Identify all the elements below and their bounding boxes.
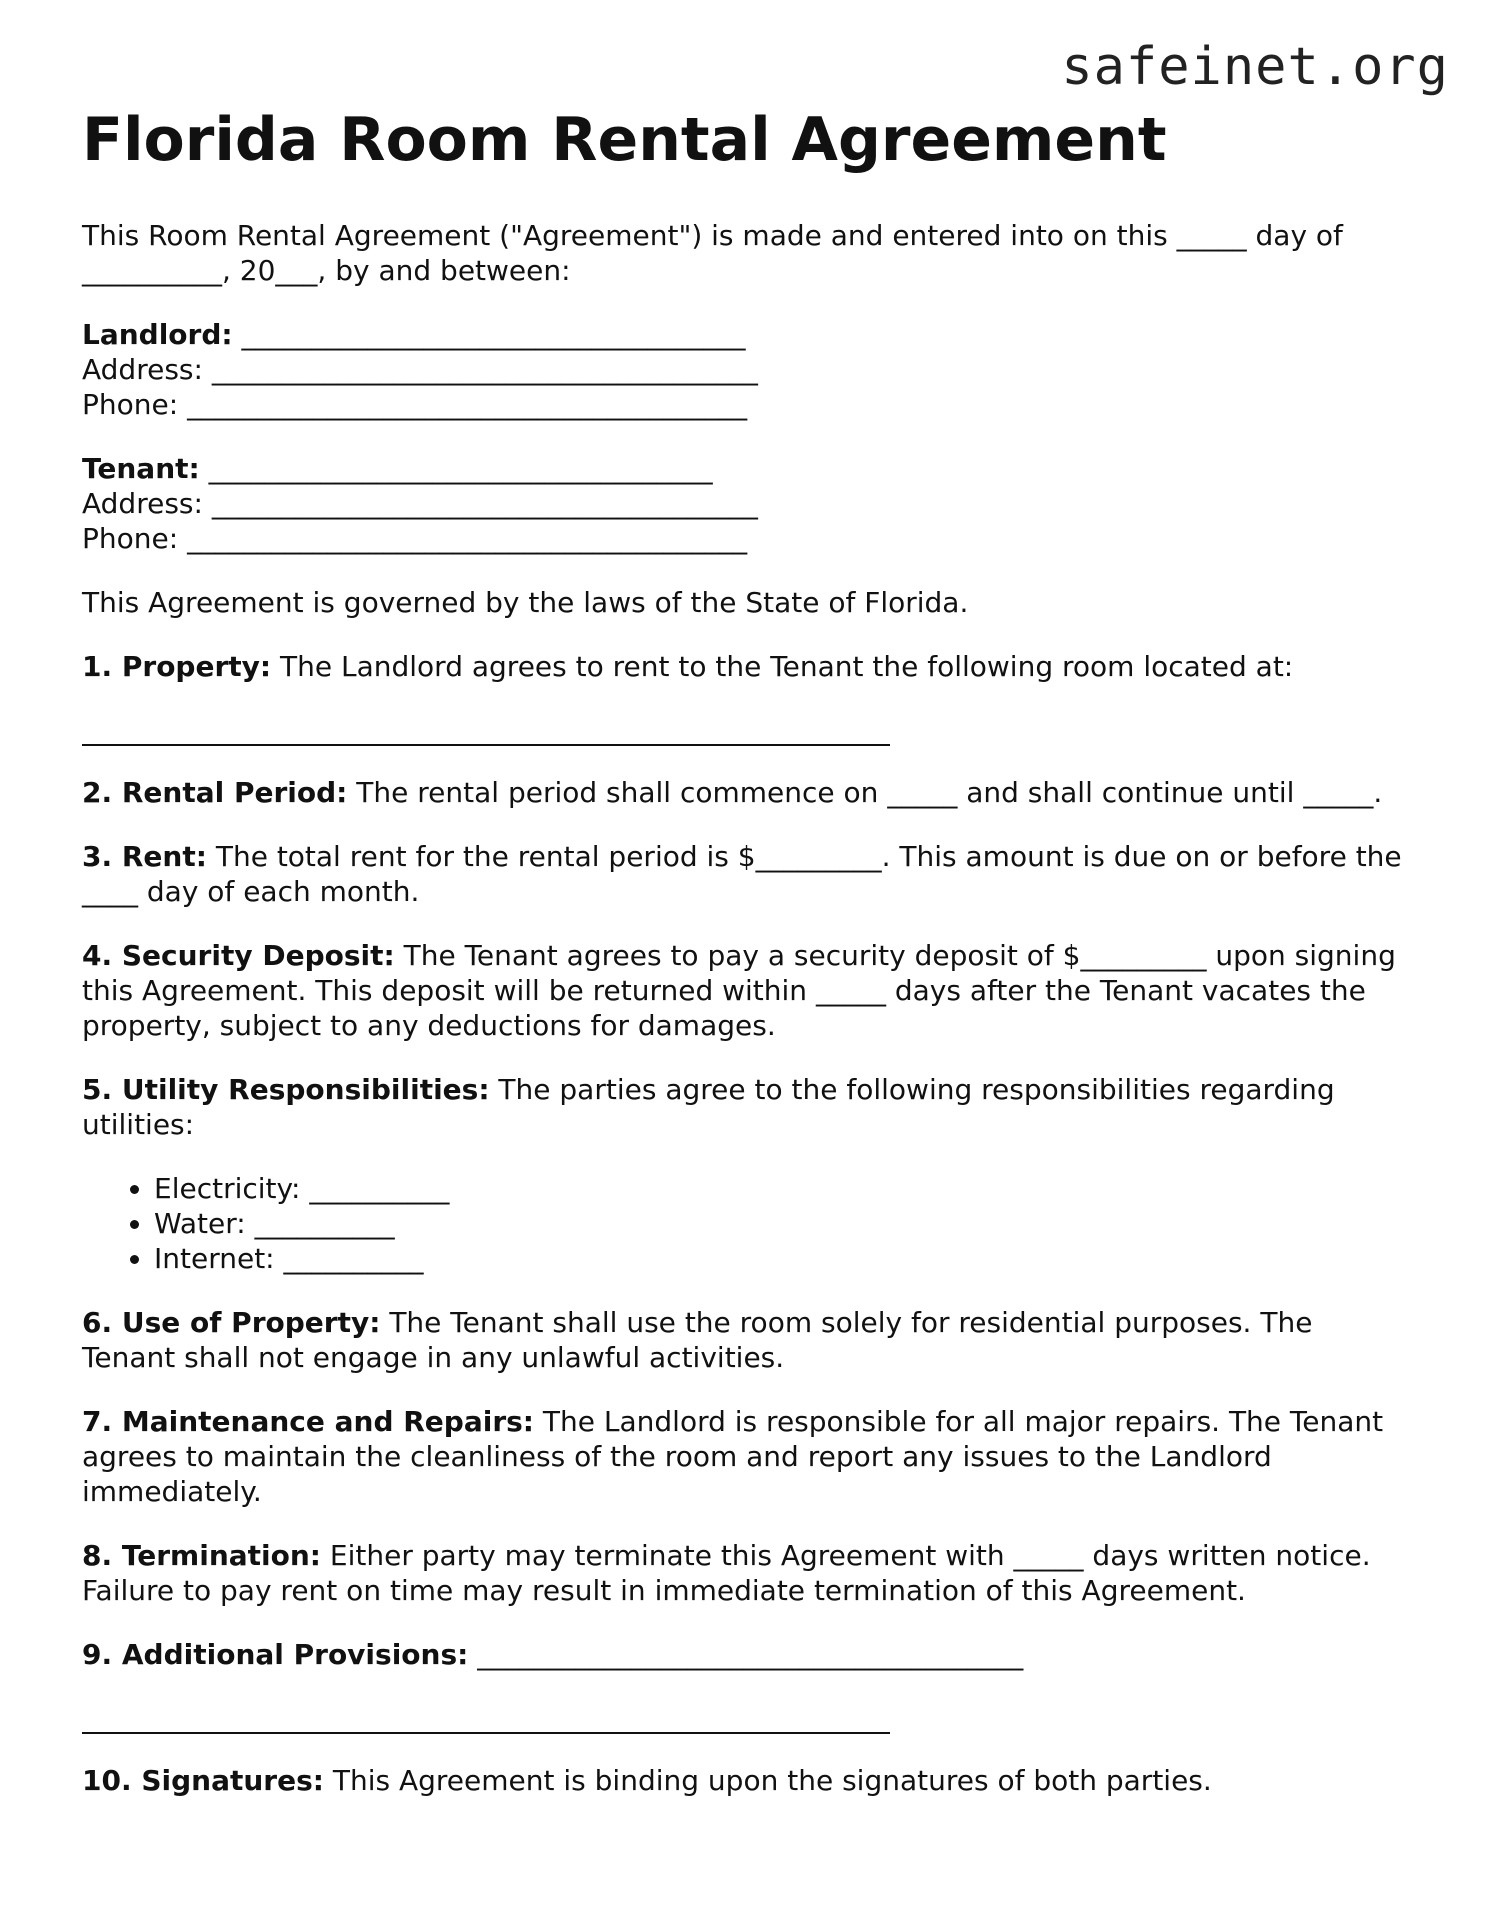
list-item: • Electricity: __________ [154,1171,1412,1206]
property-address-blank [82,744,890,746]
section-signatures-text: This Agreement is binding upon the signatures of both parties. [323,1764,1212,1797]
tenant-name-blank: ____________________________________ [199,452,713,485]
section-signatures [82,1763,1412,1798]
additional-provisions-blank-line [82,1732,890,1734]
section-property-text: The Landlord agrees to rent to the Tenant the following room located at: [271,650,1294,683]
landlord-phone: Phone: ________________________________________ [82,388,748,421]
governing-law: This Agreement is governed by the laws of the State of Florida. [82,586,969,619]
section-additional-provisions [82,1637,1412,1672]
section-use-of-property-label: 6. Use of Property: [82,1306,381,1339]
intro-paragraph: This Room Rental Agreement ("Agreement") is made and entered into on this _____ day of __________, 20___, by and between: [82,219,1343,287]
section-use-of-property-text: The Tenant shall use the room solely for residential purposes. The Tenant shall not engage in any unlawful activities. [82,1306,1313,1374]
landlord-address: Address: _______________________________________ [82,353,758,386]
section-additional-provisions-blank: _______________________________________ [468,1638,1024,1671]
section-rental-period [82,775,1412,810]
section-maintenance [82,1404,1412,1509]
landlord-line [82,317,1412,352]
landlord-name-blank: ____________________________________ [232,318,746,351]
section-utilities-text: The parties agree to the following responsibilities regarding utilities: [82,1073,1335,1141]
tenant-label: Tenant: [82,452,200,485]
section-use-of-property [82,1305,1412,1375]
section-property [82,649,1412,684]
list-item: • Internet: __________ [154,1241,1412,1276]
section-signatures-label: 10. Signatures: [82,1764,324,1797]
tenant-address: Address: _______________________________________ [82,487,758,520]
section-rent [82,839,1412,909]
tenant-block [82,451,1412,556]
document-page [82,100,1412,1798]
section-utilities-label: 5. Utility Responsibilities: [82,1073,490,1106]
section-maintenance-label: 7. Maintenance and Repairs: [82,1405,535,1438]
section-rent-text: The total rent for the rental period is $_________. This amount is due on or before the ____ day of each month. [82,840,1402,908]
tenant-phone: Phone: ________________________________________ [82,522,748,555]
tenant-line [82,451,1412,486]
section-rental-period-text: The rental period shall commence on _____ and shall continue until _____. [347,776,1383,809]
section-rent-label: 3. Rent: [82,840,207,873]
section-additional-provisions-label: 9. Additional Provisions: [82,1638,469,1671]
utilities-list [82,1171,1412,1276]
section-security-deposit [82,938,1412,1043]
watermark: safeinet.org [1061,37,1449,97]
page-title: Florida Room Rental Agreement [82,105,1167,175]
section-property-label: 1. Property: [82,650,272,683]
section-security-deposit-text: The Tenant agrees to pay a security deposit of $_________ upon signing this Agreement. This deposit will be returned within _____ days after the Tenant vacates the property, subject to any deductions for damages. [82,939,1396,1042]
section-maintenance-text: The Landlord is responsible for all major repairs. The Tenant agrees to maintain the cleanliness of the room and report any issues to the Landlord immediately. [82,1405,1384,1508]
section-termination-label: 8. Termination: [82,1539,321,1572]
list-item: • Water: __________ [154,1206,1412,1241]
section-rental-period-label: 2. Rental Period: [82,776,348,809]
section-termination-text: Either party may terminate this Agreement with _____ days written notice. Failure to pay rent on time may result in immediate termination of this Agreement. [82,1539,1371,1607]
landlord-label: Landlord: [82,318,233,351]
section-termination [82,1538,1412,1608]
landlord-block [82,317,1412,422]
section-utilities [82,1072,1412,1142]
section-security-deposit-label: 4. Security Deposit: [82,939,395,972]
